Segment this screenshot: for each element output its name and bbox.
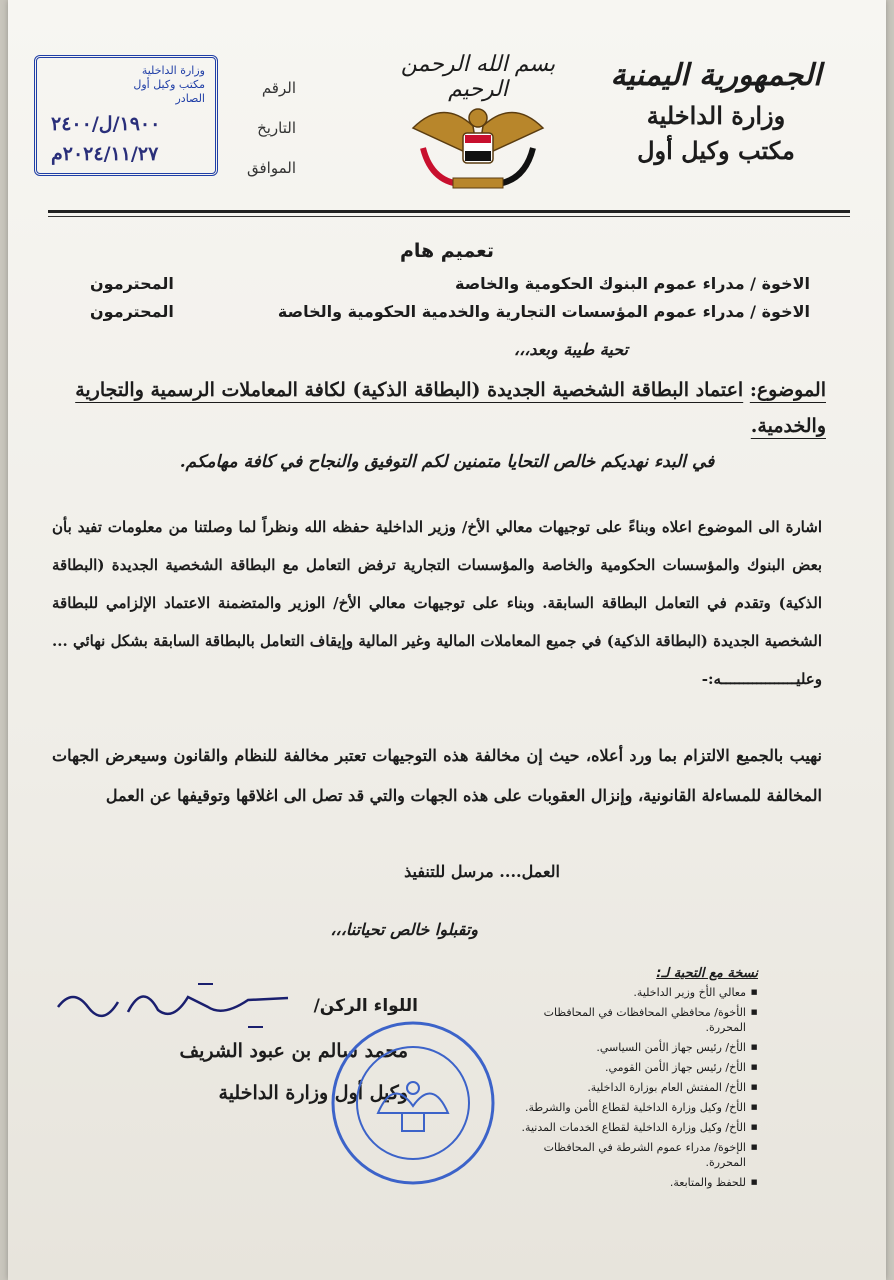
cc-item: ■ الأخ/ رئيس جهاز الأمن القومي. <box>518 1060 758 1075</box>
label-number: الرقم <box>261 79 296 97</box>
office-name: مكتب وكيل أول <box>637 136 795 165</box>
basmala: بسم الله الرحمن الرحيم <box>400 52 556 102</box>
reference-date: ٢٠٢٤/١١/٢٧م <box>51 143 159 165</box>
label-corresponding: الموافق <box>246 159 296 177</box>
honorific: المحترمون <box>90 302 174 321</box>
addressee-institutions <box>90 302 810 321</box>
circular-title: تعميم هام <box>399 240 495 262</box>
body-paragraph-2: نهيب بالجميع الالتزام بما ورد أعلاه، حيث إن مخالفة هذه التوجيهات تعتبر مخالفة للنظام والقانون وسيعرض الجهات المخالفة للمساءلة القانونية، وإنزال العقوبات على هذه الجهات والتي قد تصل الى اغلاقها وتوقيفها عن العمل <box>52 746 822 805</box>
cc-item: ■ للحفظ والمتابعة. <box>518 1175 758 1190</box>
stamp-office: مكتب وكيل أول <box>133 78 205 91</box>
send-for-execution: العمل.... مرسل للتنفيذ <box>404 862 560 881</box>
copies-to-list <box>518 966 758 1195</box>
handwritten-signature-icon <box>48 972 298 1032</box>
signatory-role: وكيل أول وزارة الداخلية <box>218 1082 408 1104</box>
header-divider-thin <box>48 216 850 217</box>
body-paragraph-1: اشارة الى الموضوع اعلاه وبناءً على توجيهات معالي الأخ/ وزير الداخلية حفظه الله ونظراً لما وصلتنا من معلومات تفيد بأن بعض البنوك والمؤسسات الحكومية والخاصة والمؤسسات التجارية ترفض التعامل مع البطاقة الشخصية الجديدة (البطاقة الذكية) وتقدم في التعامل البطاقة السابقة. وبناء على توجيهات معالي الأخ/ الوزير والمتضمنة الاعتماد الإلزامي للبطاقة الشخصية الجديدة (البطاقة الذكية) في جميع المعاملات المالية وغير المالية وإيقاف التعامل بالبطاقة السابقة بشكل نهائي ... وعليـــــــــــــــــه:- <box>52 518 822 688</box>
addressee-text: الاخوة / مدراء عموم المؤسسات التجارية والخدمية الحكومية والخاصة <box>277 302 810 321</box>
subject-line <box>66 372 826 444</box>
header-divider <box>48 210 850 213</box>
addressee-text: الاخوة / مدراء عموم البنوك الحكومية والخاصة <box>455 274 810 293</box>
reference-number: ١٩٠٠/ل/٢٤٠٠ <box>51 113 161 135</box>
opening-line: في البدء نهديكم خالص التحايا متمنين لكم التوفيق والنجاح في كافة مهامكم. <box>179 452 715 472</box>
copies-title: نسخة مع التحية لـ: <box>656 966 758 981</box>
signatory-name: محمد سالم بن عبود الشريف <box>179 1040 408 1062</box>
republic-name: الجمهورية اليمنية <box>610 58 822 93</box>
cc-item: ■ الأخوة/ محافظي المحافظات في المحافظات المحررة. <box>518 1005 758 1035</box>
ministry-name: وزارة الداخلية <box>646 101 786 130</box>
reference-stamp <box>34 55 218 176</box>
cc-item: ■ معالي الأخ وزير الداخلية. <box>518 985 758 1000</box>
label-date: التاريخ <box>257 119 296 137</box>
subject-label: الموضوع: <box>749 379 826 401</box>
eagle-emblem-icon <box>403 88 553 198</box>
letterhead-right <box>596 58 836 165</box>
greeting: تحية طيبة وبعد،،، <box>513 340 628 359</box>
cc-item: ■ الأخ/ وكيل وزارة الداخلية لقطاع الخدمات المدنية. <box>518 1120 758 1135</box>
subject-text: اعتماد البطاقة الشخصية الجديدة (البطاقة الذكية) لكافة المعاملات الرسمية والتجارية والخدمية. <box>75 379 826 437</box>
cc-item: ■ الأخ/ رئيس جهاز الأمن السياسي. <box>518 1040 758 1055</box>
cc-item: ■ الأخ/ المفتش العام بوزارة الداخلية. <box>518 1080 758 1095</box>
cc-item: ■ الأخ/ وكيل وزارة الداخلية لقطاع الأمن والشرطة. <box>518 1100 758 1115</box>
addressee-banks <box>90 274 810 293</box>
cc-item: ■ الإخوة/ مدراء عموم الشرطة في المحافظات المحررة. <box>518 1140 758 1170</box>
official-round-stamp-icon <box>328 1018 498 1188</box>
stamp-outgoing: الصادر <box>175 92 205 105</box>
honorific: المحترمون <box>90 274 174 293</box>
reference-labels <box>216 68 296 188</box>
closing-line: وتقبلوا خالص تحياتنا،،، <box>330 920 478 939</box>
letter-page <box>8 0 886 1280</box>
stamp-ministry: وزارة الداخلية <box>141 64 205 77</box>
signatory-rank: اللواء الركن/ <box>313 996 418 1016</box>
